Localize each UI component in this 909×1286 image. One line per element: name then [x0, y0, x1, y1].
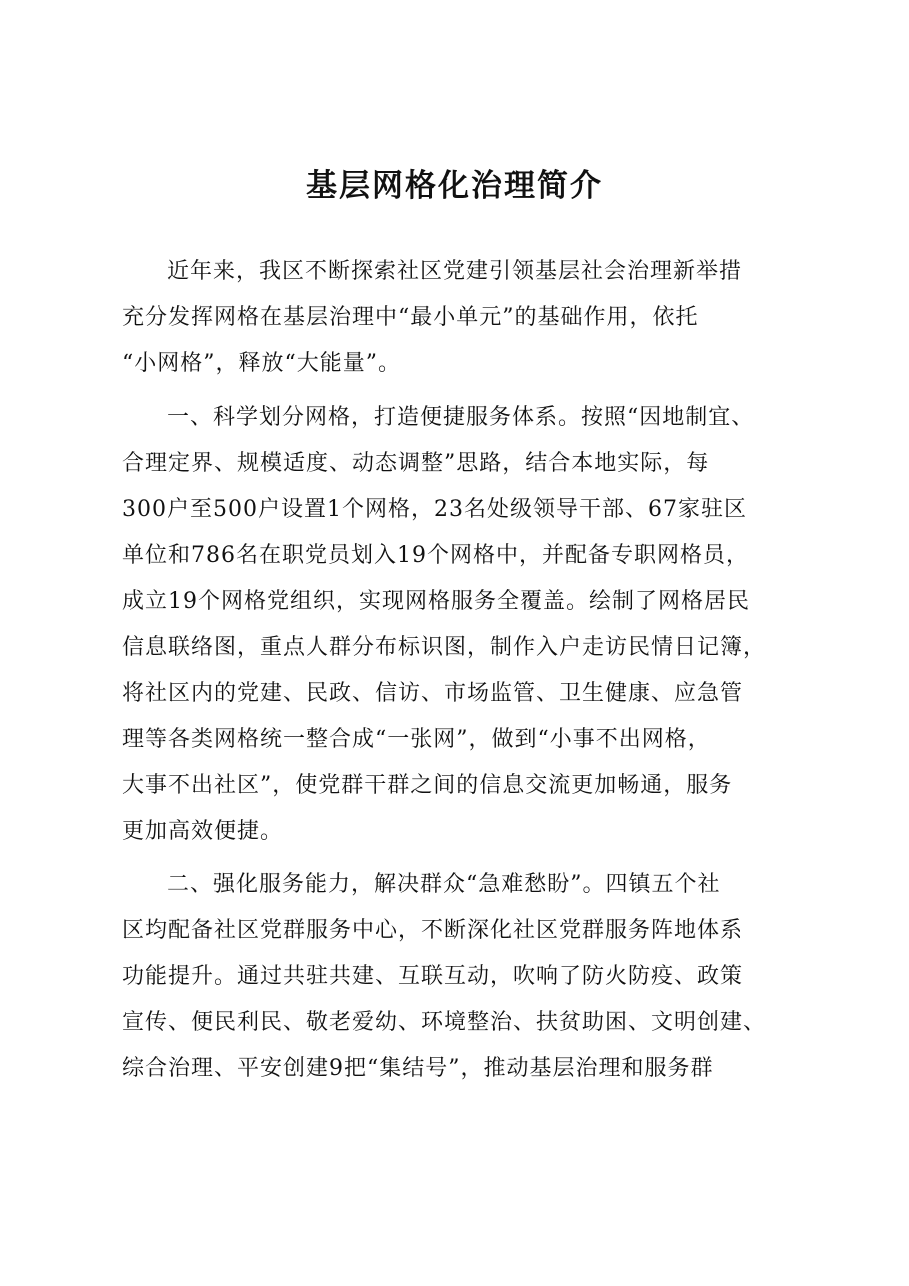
paragraph-line: 将社区内的党建、民政、信访、市场监管、卫生健康、应急管 — [122, 681, 744, 706]
paragraph-line: 单位和786名在职党员划入19个网格中，并配备专职网格员， — [122, 543, 749, 568]
paragraph-line: 宣传、便民利民、敬老爱幼、环境整治、扶贫助困、文明创建、 — [122, 1010, 767, 1035]
paragraph-line: 一、科学划分网格，打造便捷服务体系。按照“因地制宜、 — [167, 405, 755, 430]
document-title: 基层网格化治理简介 — [306, 168, 603, 204]
paragraph-line: 充分发挥网格在基层治理中“最小单元”的基础作用，依托 — [122, 305, 699, 330]
paragraph-line: 功能提升。通过共驻共建、互联互动，吹响了防火防疫、政策 — [122, 964, 744, 989]
paragraph-line: 更加高效便捷。 — [122, 819, 284, 844]
paragraph-line: 综合治理、平安创建9把“集结号”，推动基层治理和服务群 — [122, 1056, 714, 1081]
paragraph-line: 成立19个网格党组织，实现网格服务全覆盖。绘制了网格居民 — [122, 589, 750, 614]
paragraph-line: 信息联络图，重点人群分布标识图，制作入户走访民情日记簿， — [122, 635, 767, 660]
paragraph-line: 合理定界、规模适度、动态调整”思路，结合本地实际，每 — [122, 451, 710, 476]
paragraph-line: 近年来，我区不断探索社区党建引领基层社会治理新举措 — [167, 259, 743, 284]
paragraph-line: 区均配备社区党群服务中心，不断深化社区党群服务阵地体系 — [122, 918, 744, 943]
paragraph-line: 二、强化服务能力，解决群众“急难愁盼”。四镇五个社 — [167, 872, 721, 897]
paragraph-line: “小网格”，释放“大能量”。 — [122, 351, 401, 376]
paragraph-line: 理等各类网格统一整合成“一张网”，做到“小事不出网格， — [122, 727, 711, 752]
paragraph-line: 大事不出社区”，使党群干群之间的信息交流更加畅通，服务 — [122, 773, 733, 798]
paragraph-line: 300户至500户设置1个网格，23名处级领导干部、67家驻区 — [122, 497, 747, 522]
